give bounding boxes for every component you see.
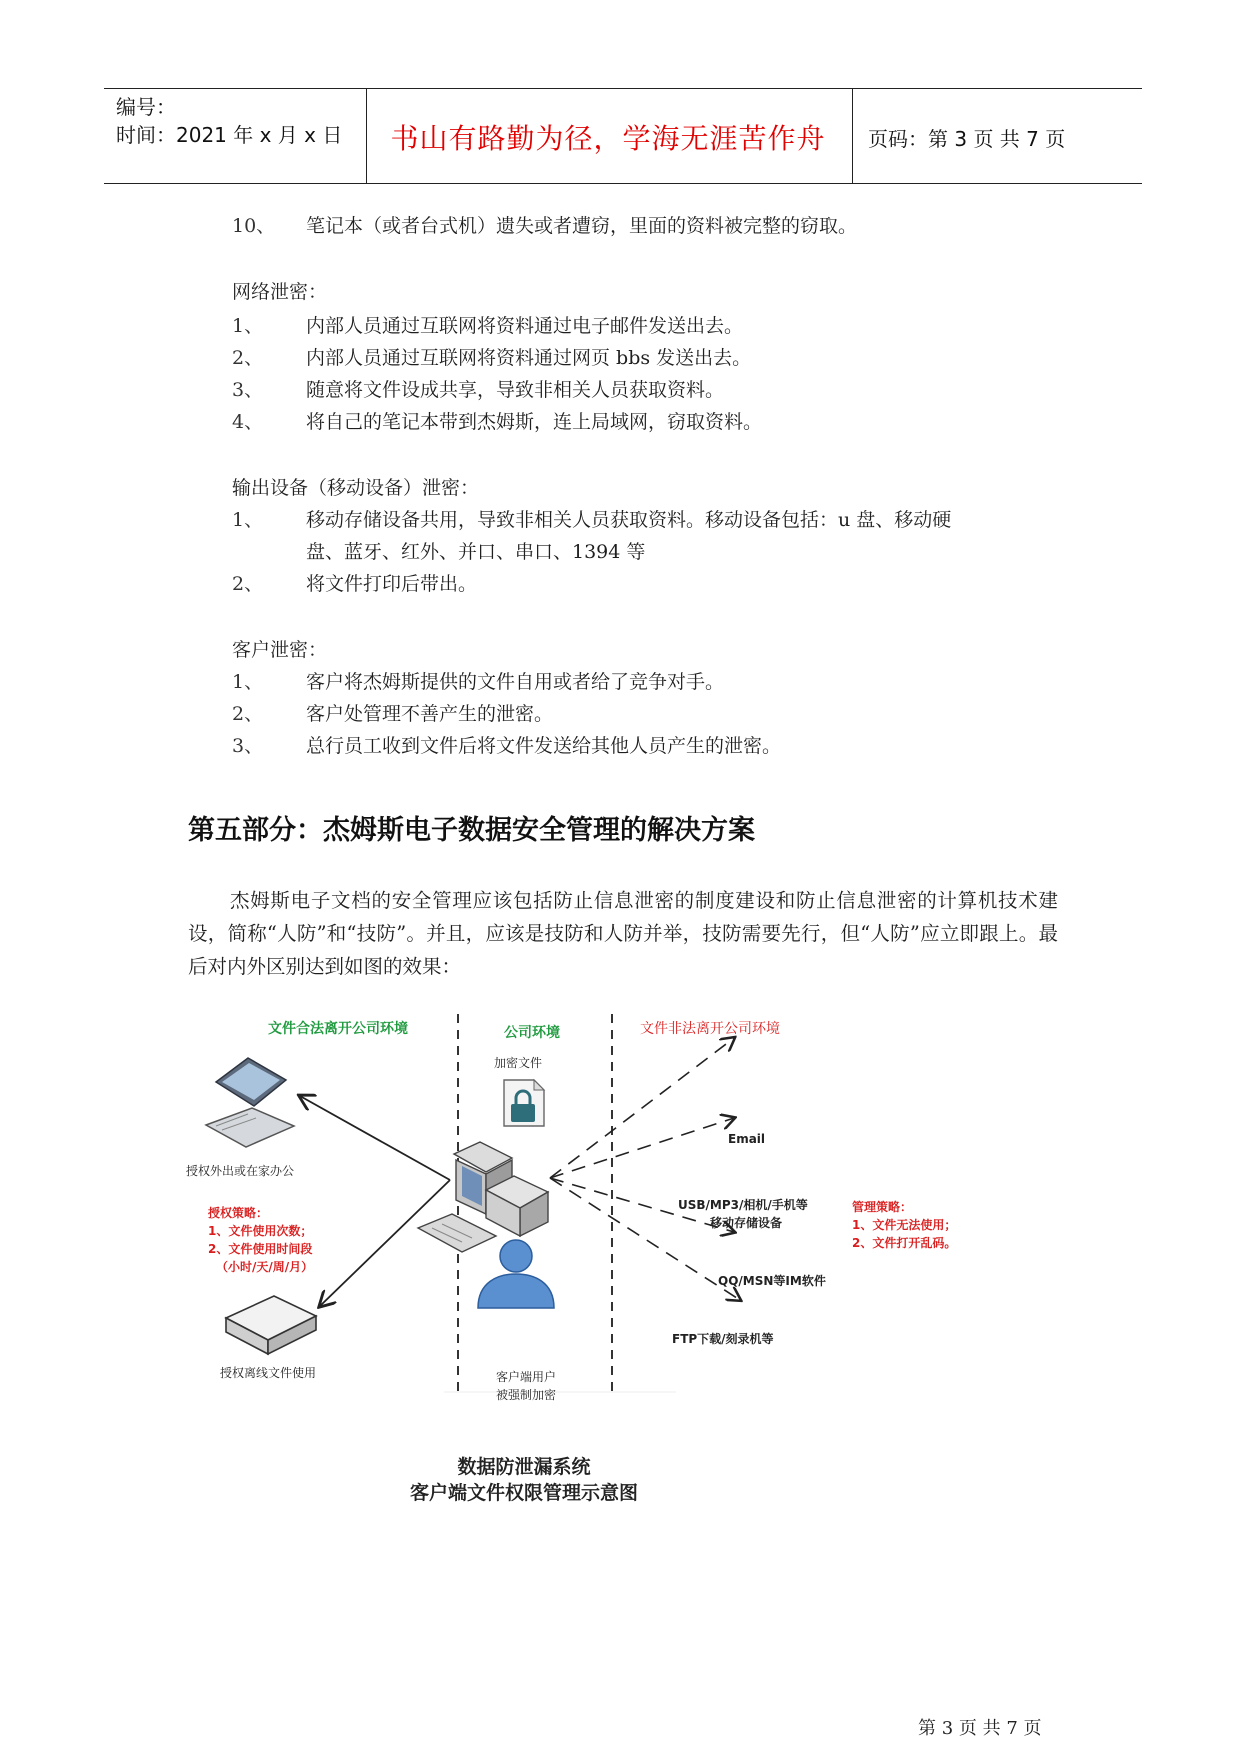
zone-label-illegal: 文件非法离开公司环境 <box>640 1021 780 1037</box>
offline-label: 授权离线文件使用 <box>220 1366 317 1380</box>
list-item: 总行员工收到文件后将文件发送给其他人员产生的泄密。 <box>306 735 782 757</box>
encrypted-file-label: 加密文件 <box>494 1056 543 1070</box>
zone-label-company: 公司环境 <box>504 1025 560 1041</box>
encrypted-file-icon <box>504 1080 544 1126</box>
list-item: 笔记本（或者台式机）遗失或者遭窃，里面的资料被完整的窃取。 <box>306 215 858 237</box>
usb-label: USB/MP3/相机/手机等 <box>678 1198 808 1212</box>
list-item: 移动存储设备共用，导致非相关人员获取资料。移动设备包括：u 盘、移动硬 <box>306 509 952 531</box>
laptop-label: 授权外出或在家办公 <box>186 1164 295 1178</box>
laptop-icon <box>206 1058 294 1147</box>
email-leak-arrow <box>550 1038 734 1178</box>
section-heading: 第五部分：杰姆斯电子数据安全管理的解决方案 <box>188 815 755 846</box>
list-number: 10、 <box>232 215 276 237</box>
auth-policy-title: 授权策略： <box>208 1206 269 1220</box>
mgmt-policy-line: 2、文件打开乱码。 <box>852 1236 957 1250</box>
page-footer: 第 3 页 共 7 页 <box>918 1718 1042 1739</box>
list-number: 1、 <box>232 671 264 693</box>
diagram-graphics <box>186 1010 1046 1410</box>
list-item: 随意将文件设成共享，导致非相关人员获取资料。 <box>306 379 725 401</box>
list-item: 将文件打印后带出。 <box>306 573 478 595</box>
auth-policy-line: 2、文件使用时间段 <box>208 1242 313 1256</box>
offline-use-arrow <box>320 1180 450 1306</box>
header-motto: 书山有路勤为径，学海无涯苦作舟 <box>390 122 826 155</box>
list-number: 2、 <box>232 573 264 595</box>
list-number: 3、 <box>232 379 264 401</box>
client-user-label: 被强制加密 <box>496 1388 557 1402</box>
list-number: 1、 <box>232 509 264 531</box>
list-number: 1、 <box>232 315 264 337</box>
client-user-icon <box>478 1240 554 1308</box>
list-item: 内部人员通过互联网将资料通过网页 bbs 发送出去。 <box>306 347 752 369</box>
time-label: 时间：2021 年 x 月 x 日 <box>116 123 343 147</box>
list-number: 3、 <box>232 735 264 757</box>
ftp-label: FTP下载/刻录机等 <box>672 1332 774 1346</box>
list-item: 客户处管理不善产生的泄密。 <box>306 703 554 725</box>
body-paragraph: 杰姆斯电子文档的安全管理应该包括防止信息泄密的制度建设和防止信息泄密的计算机技术建设，简称“人防”和“技防”。并且，应该是技防和人防并举，技防需要先行，但“人防”应立即跟上。最后对内外区别达到如图的效果： <box>188 889 1058 978</box>
authorized-exit-arrow <box>300 1096 450 1180</box>
list-number: 2、 <box>232 347 264 369</box>
zone-label-legal: 文件合法离开公司环境 <box>268 1021 408 1037</box>
client-user-label: 客户端用户 <box>496 1370 557 1384</box>
page-header <box>104 88 1142 184</box>
header-divider <box>852 89 853 183</box>
desktop-computer-icon <box>418 1142 548 1252</box>
list-number: 2、 <box>232 703 264 725</box>
offline-device-icon <box>226 1296 316 1354</box>
mgmt-policy-title: 管理策略： <box>852 1200 913 1214</box>
header-page-label: 页码：第 3 页 共 7 页 <box>868 127 1066 151</box>
list-item: 将自己的笔记本带到杰姆斯，连上局域网，窃取资料。 <box>306 411 763 433</box>
number-label: 编号： <box>116 95 176 119</box>
im-label: QQ/MSN等IM软件 <box>718 1274 826 1288</box>
diagram-caption: 数据防泄漏系统 <box>457 1456 591 1478</box>
list-item: 客户将杰姆斯提供的文件自用或者给了竞争对手。 <box>306 671 725 693</box>
diagram-caption: 客户端文件权限管理示意图 <box>409 1482 638 1504</box>
subsection-title: 输出设备（移动设备）泄密： <box>232 477 480 499</box>
list-item-continuation: 盘、蓝牙、红外、并口、串口、1394 等 <box>306 541 646 563</box>
subsection-title: 网络泄密： <box>232 281 328 303</box>
usb-label: 移动存储设备 <box>710 1216 783 1230</box>
auth-policy-line: 1、文件使用次数； <box>208 1224 313 1238</box>
header-meta <box>116 93 342 149</box>
auth-policy-line: （小时/天/周/月） <box>216 1260 314 1274</box>
mgmt-policy-line: 1、文件无法使用； <box>852 1218 957 1232</box>
subsection-title: 客户泄密： <box>232 639 328 661</box>
email-label: Email <box>728 1132 766 1146</box>
list-item: 内部人员通过互联网将资料通过电子邮件发送出去。 <box>306 315 744 337</box>
usb-leak-arrow <box>550 1118 734 1178</box>
data-leak-prevention-diagram <box>186 1010 1046 1490</box>
list-number: 4、 <box>232 411 264 433</box>
